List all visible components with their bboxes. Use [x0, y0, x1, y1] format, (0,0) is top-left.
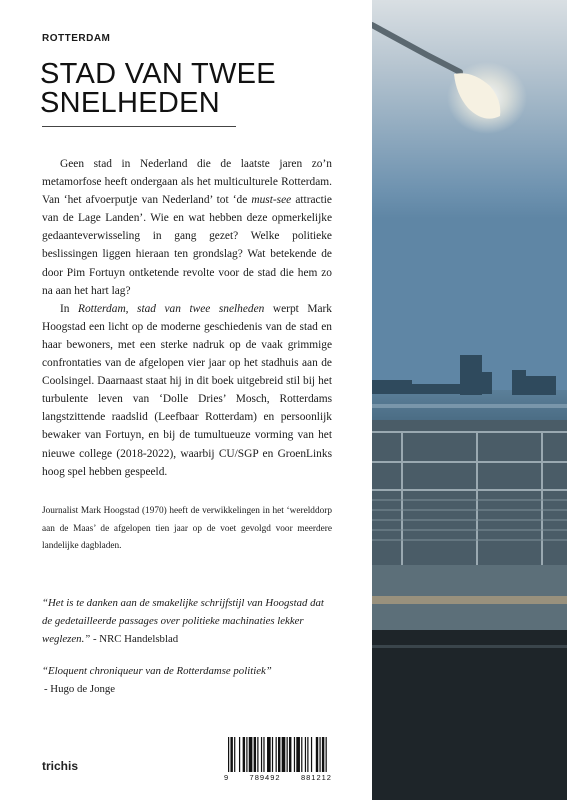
isbn-barcode [222, 735, 334, 787]
quote-2-source: - Hugo de Jonge [44, 682, 116, 695]
barcode-bar [276, 737, 277, 772]
barcode-digit-lead: 9 [224, 773, 230, 782]
barcode-bar [319, 737, 320, 772]
barcode-bar [296, 737, 300, 772]
title-divider [42, 126, 236, 127]
blurb-p1-emphasis: must-see [251, 194, 292, 207]
barcode-bar [243, 737, 245, 772]
barcode-bar [322, 737, 324, 772]
barcode-bar [305, 737, 306, 772]
blurb-p2-emphasis: Rotterdam, stad van twee snelheden [78, 302, 265, 315]
series-kicker: ROTTERDAM [42, 33, 111, 44]
barcode-bar [287, 737, 288, 772]
barcode-bar [234, 737, 235, 772]
barcode-bar [239, 737, 240, 772]
blurb-p2-rest: werpt Mark Hoogstad een licht op de moderne geschiedenis van de stad en haar bewoners, met een sterke nadruk op de vaak grimmige confrontaties van de afgelopen vier jaar op het stadhuis aan de Coolsingel. Daarnaast staat hij in dit boek uitgebreid stil bij het turbulente leven van ‘Dolle Dries’ Mosch, Rotterdams langstzittende raadslid (Leefbaar Rotterdam) en persoonlijk bewaker van Fortuyn, en bij de tumultueuze vorming van het nieuwe college (2018-2022), waarbij CU/SGP en GroenLinks hoog spel hebben gespeeld. [42, 302, 332, 478]
barcode-bar [230, 737, 232, 772]
quote-1-source: - NRC Handelsblad [90, 632, 179, 645]
barcode-bar [294, 737, 295, 772]
blurb-p1-text: Geen stad in Nederland die de laatste jaren zo’n metamorfose heeft ondergaan als het multiculturele Rotterdam. Van ‘het afvoerputje van Nederland’ tot ‘de [42, 158, 332, 207]
barcode-bar [311, 737, 312, 772]
barcode-bar [246, 737, 247, 772]
barcode-bar [301, 737, 302, 772]
barcode-digits [222, 773, 334, 782]
track-bed [372, 630, 567, 800]
review-quote-2 [42, 663, 332, 699]
title-line-2: SNELHEDEN [40, 87, 220, 119]
barcode-bar [249, 737, 253, 772]
review-quote-1 [42, 595, 332, 648]
barcode-digit-group-1: 789492 [249, 773, 281, 782]
barcode-bar [316, 737, 318, 772]
barcode-bar [228, 737, 229, 772]
book-title [40, 60, 340, 118]
rotterdam-harbour-photo [372, 0, 567, 800]
blurb-p1-rest: attractie van de Lage Landen’. Wie en wat hebben deze opmerkelijke gedaanteverwisseling in gang gezet? Welke politieke beslissingen liggen hieraan ten grondslag? Wat betekende de door Pim Fortuyn ontketende revolte voor de stad die hem zo na aan het hart lag? [42, 194, 332, 297]
publisher-logo: trichis [42, 759, 79, 773]
barcode-bar [267, 737, 271, 772]
barcode-bar [289, 737, 291, 772]
author-bio: Journalist Mark Hoogstad (1970) heeft de verwikkelingen in het ‘werelddorp aan de Maas’ de afgelopen tien jaar op de voet gevolgd voor meerdere landelijke dagbladen. [42, 506, 332, 551]
barcode-bar [263, 737, 264, 772]
blurb-paragraph-2 [42, 300, 332, 481]
barcode-bar [282, 737, 286, 772]
blurb-paragraph-1 [42, 155, 332, 300]
barcode-bar [261, 737, 262, 772]
barcode-bar [272, 737, 273, 772]
cover-photo [372, 0, 567, 800]
barcode-bars [228, 737, 328, 772]
barcode-digit-group-2: 881212 [300, 773, 332, 782]
quote-2-text: “Eloquent chroniqueur van de Rotterdamse politiek” [42, 665, 272, 677]
barcode-bar [257, 737, 258, 772]
barcode-bar [326, 737, 327, 772]
blurb-p2-start: In [60, 302, 78, 315]
blurb-text [42, 155, 332, 481]
quote-1-text: “Het is te danken aan de smakelijke schrijfstijl van Hoogstad dat de gedetailleerde passages over politieke machinaties lekker weglezen.” [42, 597, 324, 645]
barcode-bar [254, 737, 256, 772]
platform-edge-line [372, 596, 567, 604]
barcode-bar [278, 737, 280, 772]
barcode-bar [307, 737, 308, 772]
title-line-1: STAD VAN TWEE [40, 58, 276, 90]
